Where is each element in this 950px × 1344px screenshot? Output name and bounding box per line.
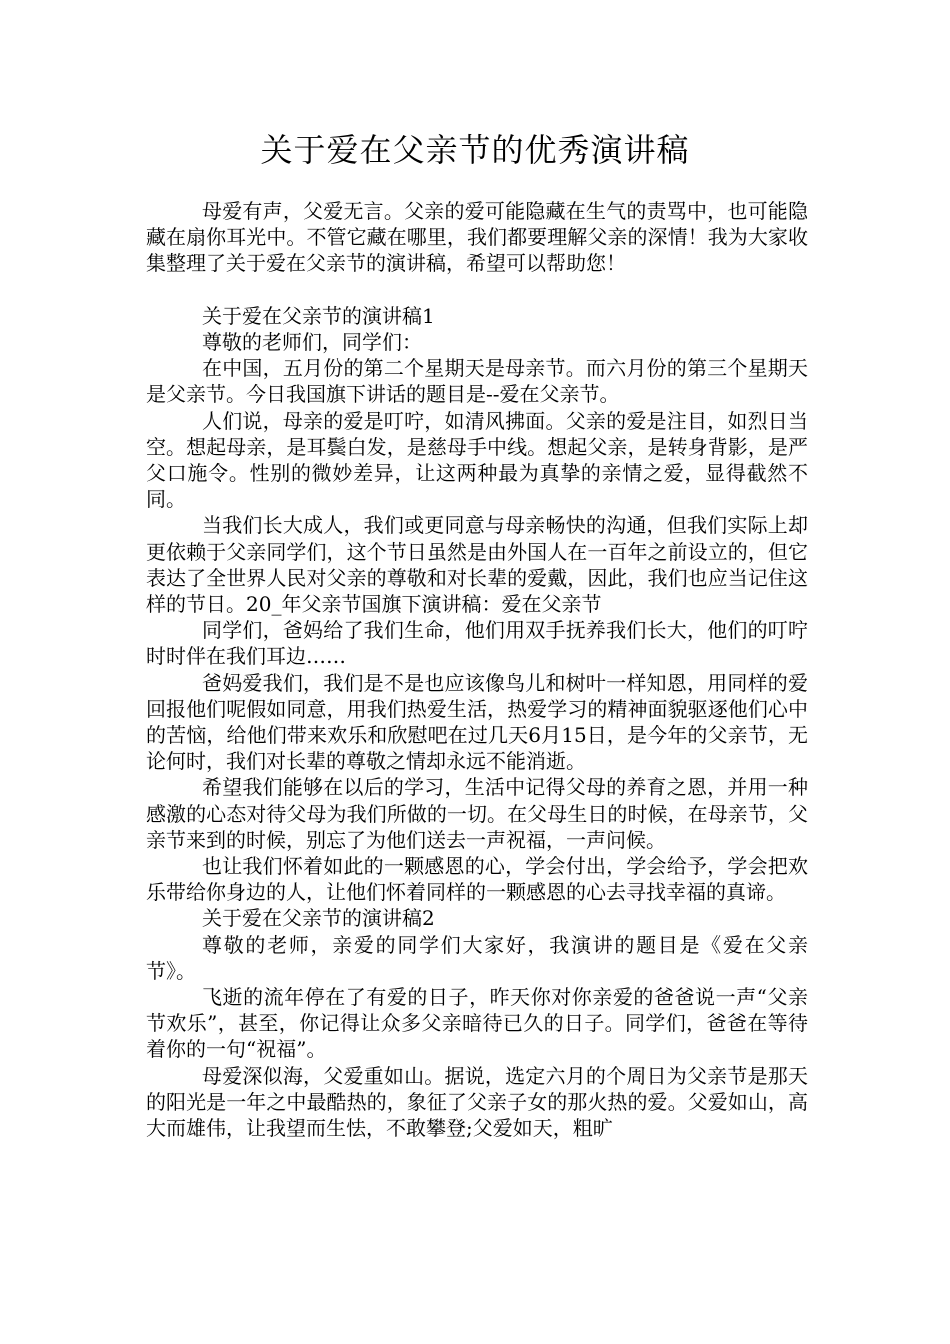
document-title: 关于爱在父亲节的优秀演讲稿 xyxy=(260,131,690,169)
paragraph: 飞逝的流年停在了有爱的日子，昨天你对你亲爱的爸爸说一声“父亲节欢乐”，甚至，你记得让众多父亲暗待已久的日子。同学们，爸爸在等待着你的一句“祝福”。 xyxy=(146,985,808,1062)
paragraph: 同学们，爸妈给了我们生命，他们用双手抚养我们长大，他们的叮咛时时伴在我们耳边…… xyxy=(146,618,808,669)
paragraph: 母爱深似海，父爱重如山。据说，选定六月的个周日为父亲节是那天的阳光是一年之中最酷热的，象征了父亲子女的那火热的爱。父爱如山，高大而雄伟，让我望而生怯，不敢攀登;父爱如天，粗旷 xyxy=(146,1063,808,1141)
blank-line xyxy=(146,277,808,303)
section-heading-2: 关于爱在父亲节的演讲稿2 xyxy=(202,906,435,931)
salutation-1: 尊敬的老师们，同学们： xyxy=(202,330,422,354)
paragraph: 爸妈爱我们，我们是不是也应该像鸟儿和树叶一样知恩，用同样的爱回报他们呢假如同意，用我们热爱生活，热爱学习的精神面貌驱逐他们心中的苦恼，给他们带来欢乐和欣慰吧在过几天6月15日，是今年的父亲节，无论何时，我们对长辈的尊敬之情却永远不能消逝。 xyxy=(146,670,808,774)
paragraph: 在中国，五月份的第二个星期天是母亲节。而六月份的第三个星期天是父亲节。今日我国旗下讲话的题目是--爱在父亲节。 xyxy=(146,356,808,407)
salutation-2: 尊敬的老师，亲爱的同学们大家好，我演讲的题目是《爱在父亲节》。 xyxy=(146,932,808,983)
paragraph: 人们说，母亲的爱是叮咛，如清风拂面。父亲的爱是注目，如烈日当空。想起母亲，是耳鬓白发，是慈母手中线。想起父亲，是转身背影，是严父口施令。性别的微妙差异，让这两种最为真挚的亲情之爱，显得截然不同。 xyxy=(146,408,808,512)
section-heading-1: 关于爱在父亲节的演讲稿1 xyxy=(202,303,435,328)
paragraph: 当我们长大成人，我们或更同意与母亲畅快的沟通，但我们实际上却更依赖于父亲同学们，这个节日虽然是由外国人在一百年之前设立的，但它表达了全世界人民对父亲的尊敬和对长辈的爱戴，因此，我们也应当记住这样的节日。20_年父亲节国旗下演讲稿：爱在父亲节 xyxy=(146,513,808,617)
paragraph: 也让我们怀着如此的一颗感恩的心，学会付出，学会给予，学会把欢乐带给你身边的人，让他们怀着同样的一颗感恩的心去寻找幸福的真谛。 xyxy=(146,854,808,905)
paragraph: 希望我们能够在以后的学习，生活中记得父母的养育之恩，并用一种感激的心态对待父母为我们所做的一切。在父母生日的时候，在母亲节，父亲节来到的时候，别忘了为他们送去一声祝福，一声问候。 xyxy=(146,775,808,852)
document-body xyxy=(146,198,808,1141)
paragraph-intro: 母爱有声，父爱无言。父亲的爱可能隐藏在生气的责骂中，也可能隐藏在扇你耳光中。不管它藏在哪里，我们都要理解父亲的深情！我为大家收集整理了关于爱在父亲节的演讲稿，希望可以帮助您！ xyxy=(146,199,808,276)
